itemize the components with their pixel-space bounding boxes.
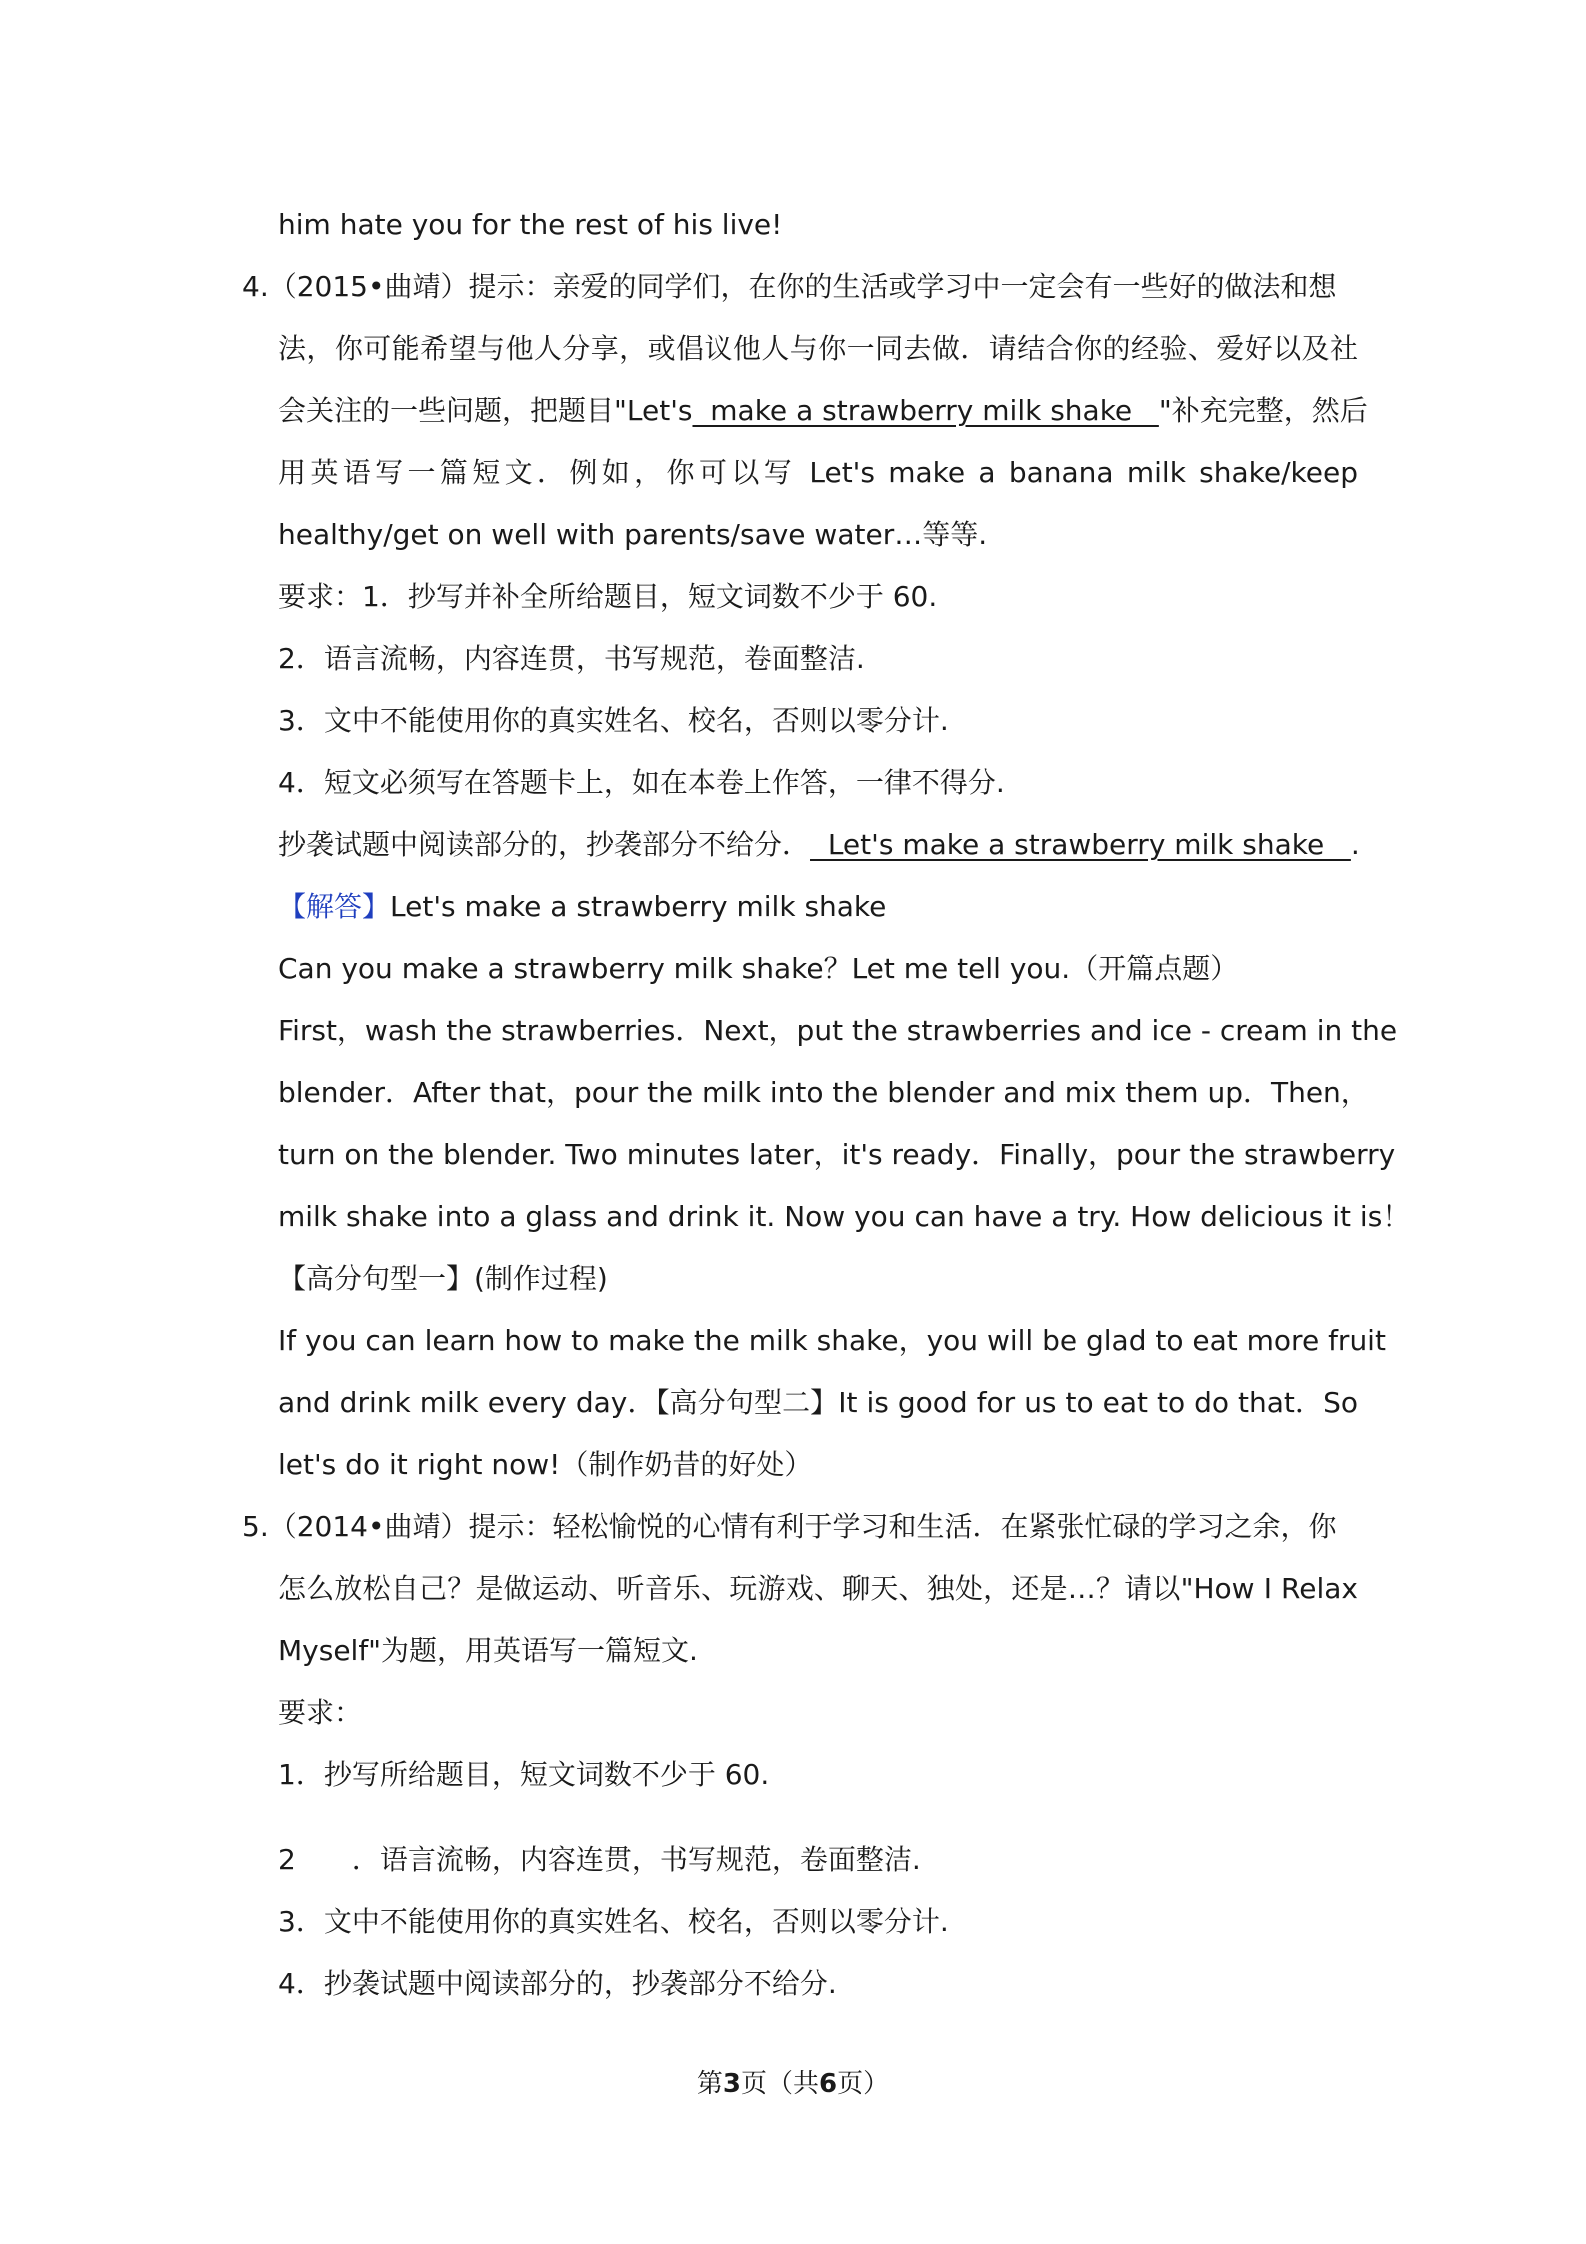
requirement-line: 1．抄写所给题目，短文词数不少于 60. (278, 1758, 770, 1791)
requirement-line: 4．抄袭试题中阅读部分的，抄袭部分不给分. (278, 1967, 837, 2000)
text-line: healthy/get on well with parents/save water…等等. (278, 518, 988, 551)
current-page-number: 3 (722, 2069, 741, 2099)
answer-line: Can you make a strawberry milk shake？Let me tell you.（开篇点题） (278, 952, 1239, 985)
requirement-line (278, 825, 1358, 865)
answer-heading (278, 887, 1358, 927)
text-line: him hate you for the rest of his live! (278, 208, 783, 241)
fill-in-answer: Let's make a strawberry milk shake (810, 828, 1351, 861)
text-segment: 抄袭试题中阅读部分的，抄袭部分不给分． (278, 828, 811, 861)
footer-text: 第 (696, 2069, 723, 2099)
requirement-line: 3．文中不能使用你的真实姓名、校名，否则以零分计. (278, 1905, 949, 1938)
requirement-line: 3．文中不能使用你的真实姓名、校名，否则以零分计. (278, 704, 949, 737)
footer-text: 页） (837, 2069, 890, 2099)
requirement-line: 要求：1．抄写并补全所给题目，短文词数不少于 60. (278, 580, 938, 613)
answer-line: turn on the blender. Two minutes later，it's ready．Finally，pour the strawberry (278, 1138, 1396, 1171)
answer-line: 【高分句型一】(制作过程) (278, 1262, 608, 1295)
answer-line: First，wash the strawberries．Next，put the strawberries and ice - cream in the (278, 1014, 1398, 1047)
text-segment: "补充完整，然后 (1158, 394, 1368, 427)
answer-title: Let's make a strawberry milk shake (390, 890, 887, 923)
requirement-heading: 要求： (278, 1696, 363, 1729)
answer-line: milk shake into a glass and drink it. Now you can have a try. How delicious it is！ (278, 1200, 1411, 1233)
requirement-line: 2．语言流畅，内容连贯，书写规范，卷面整洁. (278, 642, 865, 675)
fill-in-answer: make a strawberry milk shake (692, 394, 1159, 427)
question-4-heading: 4.（2015•曲靖）提示：亲爱的同学们，在你的生活或学习中一定会有一些好的做法和想 (242, 270, 1337, 303)
text-line: 用英语写一篇短文．例如，你可以写 Let's make a banana milk shake/keep (278, 456, 1358, 489)
question-5-heading: 5.（2014•曲靖）提示：轻松愉悦的心情有利于学习和生活．在紧张忙碌的学习之余，你 (242, 1510, 1337, 1543)
total-pages-number: 6 (819, 2069, 838, 2099)
answer-label: 【解答】 (278, 890, 391, 923)
text-segment: 会关注的一些问题，把题目"Let's (278, 394, 693, 427)
text-line: 怎么放松自己？是做运动、听音乐、玩游戏、聊天、独处，还是…？请以"How I Relax (278, 1572, 1358, 1605)
answer-line: If you can learn how to make the milk shake，you will be glad to eat more fruit (278, 1324, 1386, 1357)
answer-line: and drink milk every day．【高分句型二】It is good for us to eat to do that．So (278, 1386, 1358, 1419)
text-line: Myself"为题，用英语写一篇短文. (278, 1634, 698, 1667)
text-line: 法，你可能希望与他人分享，或倡议他人与你一同去做．请结合你的经验、爱好以及社 (278, 332, 1358, 365)
answer-line: blender．After that，pour the milk into the blender and mix them up．Then， (278, 1076, 1369, 1109)
text-segment: . (1350, 828, 1360, 861)
page-footer (0, 2066, 1586, 2102)
answer-line: let's do it right now!（制作奶昔的好处） (278, 1448, 813, 1481)
requirement-line: 4．短文必须写在答题卡上，如在本卷上作答，一律不得分. (278, 766, 1005, 799)
requirement-line: 2 ．语言流畅，内容连贯，书写规范，卷面整洁. (278, 1843, 921, 1876)
footer-text: 页（共 (740, 2069, 819, 2099)
text-line (278, 391, 1368, 431)
